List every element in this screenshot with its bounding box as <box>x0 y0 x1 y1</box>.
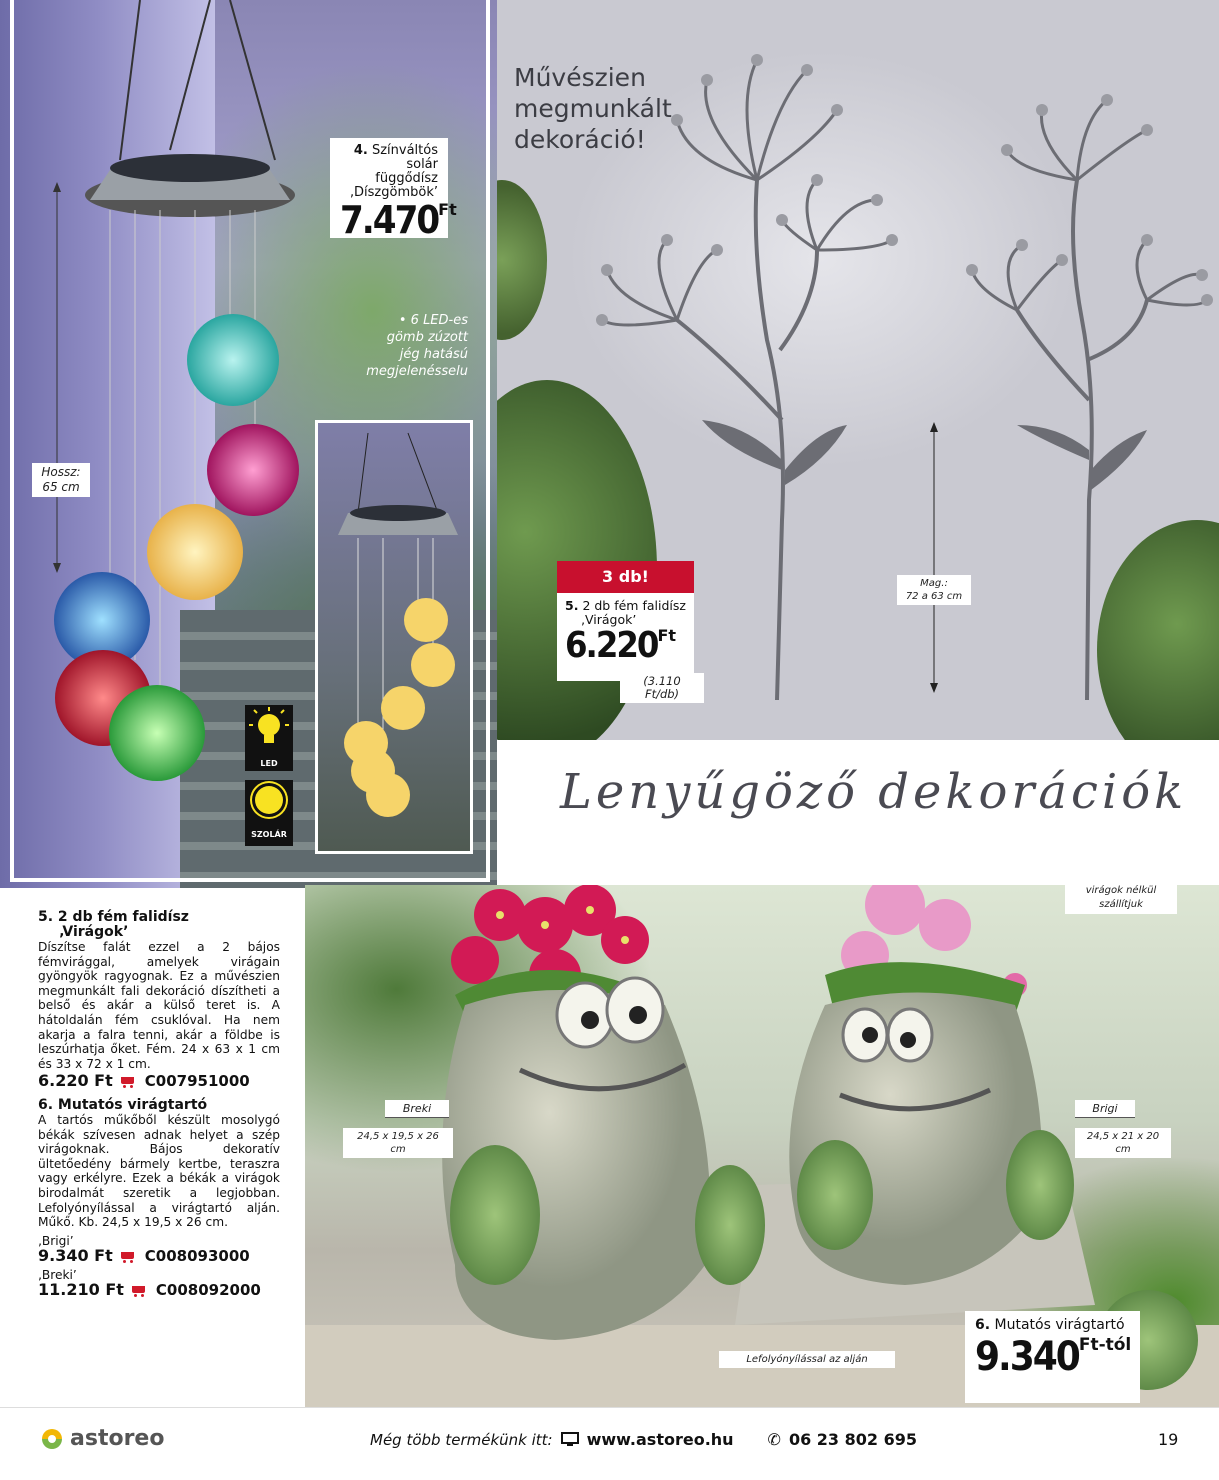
frogs-price-callout <box>965 1311 1140 1403</box>
breki-variant-label: ‚Breki’ <box>38 1267 77 1282</box>
brigi-code: C008093000 <box>144 1247 250 1266</box>
chime-name-line2: solár függődísz <box>375 157 438 186</box>
flowers-height-label-line1: Mag.: <box>920 578 948 589</box>
no-flowers-line2: szállítjuk <box>1099 899 1143 910</box>
flowers-headline-line2: megmunkált <box>514 94 672 123</box>
breki-size-tag: 24,5 x 19,5 x 26 cm <box>343 1128 453 1158</box>
phone-icon: ✆ <box>767 1430 781 1449</box>
frogs-name: Mutatós virágtartó <box>994 1317 1125 1333</box>
item6-description: A tartós műkőből készült mosolygó békák szívesen adnak helyet a szép virágoknak. Bájos dekoratív ültetőedény bármely kertbe, teraszra vagy erkélyre. Ezek a békák a virágok birodalmát szeretik a legjobban. Lefolyónyílással a virágtartó alján. Műkő. Kb. 24,5 x 19,5 x 26 cm. <box>38 1112 280 1230</box>
flowers-name-line1: 2 db fém falidísz <box>582 598 686 613</box>
flowers-headline-line3: dekoráció! <box>514 125 646 154</box>
chime-feature-line3: jég hatású <box>399 347 468 362</box>
flowers-price-callout <box>557 561 694 681</box>
flowers-headline-line1: Művészien <box>514 63 646 92</box>
frogs-price: 9.340 <box>975 1334 1079 1380</box>
cart-icon[interactable] <box>121 1251 137 1263</box>
chime-feature-line1: • 6 LED-es <box>398 313 468 328</box>
no-flowers-tag <box>1065 885 1177 914</box>
website-link[interactable]: www.astoreo.hu <box>586 1430 734 1449</box>
flowers-currency: Ft <box>657 626 677 645</box>
brigi-name-tag: Brigi <box>1075 1100 1135 1118</box>
solar-badge <box>245 780 293 846</box>
breki-name-tag: Breki <box>385 1100 449 1118</box>
cart-icon[interactable] <box>132 1285 148 1297</box>
flowers-price: 6.220 <box>565 625 658 666</box>
chime-price: 7.470 <box>340 198 439 242</box>
page-footer <box>0 1407 1219 1480</box>
brand-name: astoreo <box>70 1426 165 1451</box>
no-flowers-line1: virágok nélkül <box>1085 885 1157 896</box>
chime-name-line1: Színváltós <box>371 143 438 158</box>
flowers-badge: 3 db! <box>557 561 694 593</box>
chime-photo <box>0 0 497 888</box>
chime-name-line3: ‚Díszgömbök’ <box>349 185 438 200</box>
page-number: 19 <box>1158 1430 1179 1449</box>
item5-description: Díszítse falát ezzel a 2 bájos fémvirággal, amelyek virágain gyöngyök ragyognak. Ez a művészien megmunkált fali dekoráció díszítheti a belső és akár a külső teret is. A hátoldalán fém csuklóval. Ha nem akarja a falra tenni, akár a földbe is leszúrhatja őket. Fém. 24 x 63 x 1 cm és 33 x 72 x 1 cm. <box>38 940 280 1071</box>
breki-order-line <box>38 1280 280 1300</box>
flowers-photo <box>497 0 1219 740</box>
item6-heading: 6. Mutatós virágtartó <box>38 1096 208 1113</box>
section-title: Lenyűgöző dekorációk <box>560 764 1188 820</box>
cart-icon[interactable] <box>121 1076 137 1088</box>
solar-label: SZOLÁR <box>251 830 287 839</box>
flowers-headline <box>514 62 694 155</box>
sun-icon <box>255 786 283 814</box>
product-text-column <box>38 910 280 1298</box>
chime-feature-line2: gömb zúzott <box>386 330 468 345</box>
frogs-photo <box>305 885 1219 1407</box>
lightbulb-icon <box>245 705 293 753</box>
frogs-number: 6. <box>975 1317 991 1333</box>
item5-order-line <box>38 1071 280 1091</box>
chime-length-tag <box>32 463 90 497</box>
breki-code: C008092000 <box>155 1281 261 1300</box>
phone-number[interactable]: 06 23 802 695 <box>788 1430 917 1449</box>
chime-currency: Ft <box>438 200 457 219</box>
frogs-price-suffix: Ft-tól <box>1078 1335 1132 1355</box>
item5-head-line2: ‚Virágok’ <box>59 924 129 940</box>
brigi-price: 9.340 Ft <box>38 1246 113 1266</box>
chime-feature-line4: megjelenésselu <box>366 364 468 379</box>
chime-feature-text <box>318 312 468 380</box>
astoreo-logo-icon <box>40 1427 64 1451</box>
led-label: LED <box>260 759 278 768</box>
breki-price: 11.210 Ft <box>38 1280 124 1300</box>
brigi-order-line <box>38 1246 280 1266</box>
chime-price-callout <box>330 138 457 242</box>
item5-head-line1: 5. 2 db fém falidísz <box>38 909 189 925</box>
monitor-icon <box>561 1432 579 1447</box>
footer-contact <box>370 1430 917 1449</box>
brand-logo[interactable] <box>40 1426 164 1451</box>
drain-hole-tag: Lefolyónyílással az alján <box>719 1351 895 1368</box>
chime-length-label-line1: Hossz: <box>41 465 81 479</box>
item5-price: 6.220 Ft <box>38 1071 113 1091</box>
flowers-height-label-line2: 72 a 63 cm <box>905 591 963 602</box>
led-badge <box>245 705 293 771</box>
more-products-text: Még több termékünk itt: <box>370 1430 553 1449</box>
brigi-size-tag: 24,5 x 21 x 20 cm <box>1075 1128 1171 1158</box>
flowers-name-line2: ‚Virágok’ <box>581 612 637 627</box>
item5-heading <box>38 910 280 940</box>
chime-length-label-line2: 65 cm <box>42 480 80 494</box>
flowers-height-tag <box>897 575 971 605</box>
flowers-number: 5. <box>565 598 579 613</box>
chime-lit-inset <box>315 420 473 854</box>
chime-number: 4. <box>353 143 368 158</box>
item5-code: C007951000 <box>144 1072 250 1091</box>
flowers-unit-price: (3.110 Ft/db) <box>620 673 704 703</box>
brigi-variant-label: ‚Brigi’ <box>38 1233 74 1248</box>
